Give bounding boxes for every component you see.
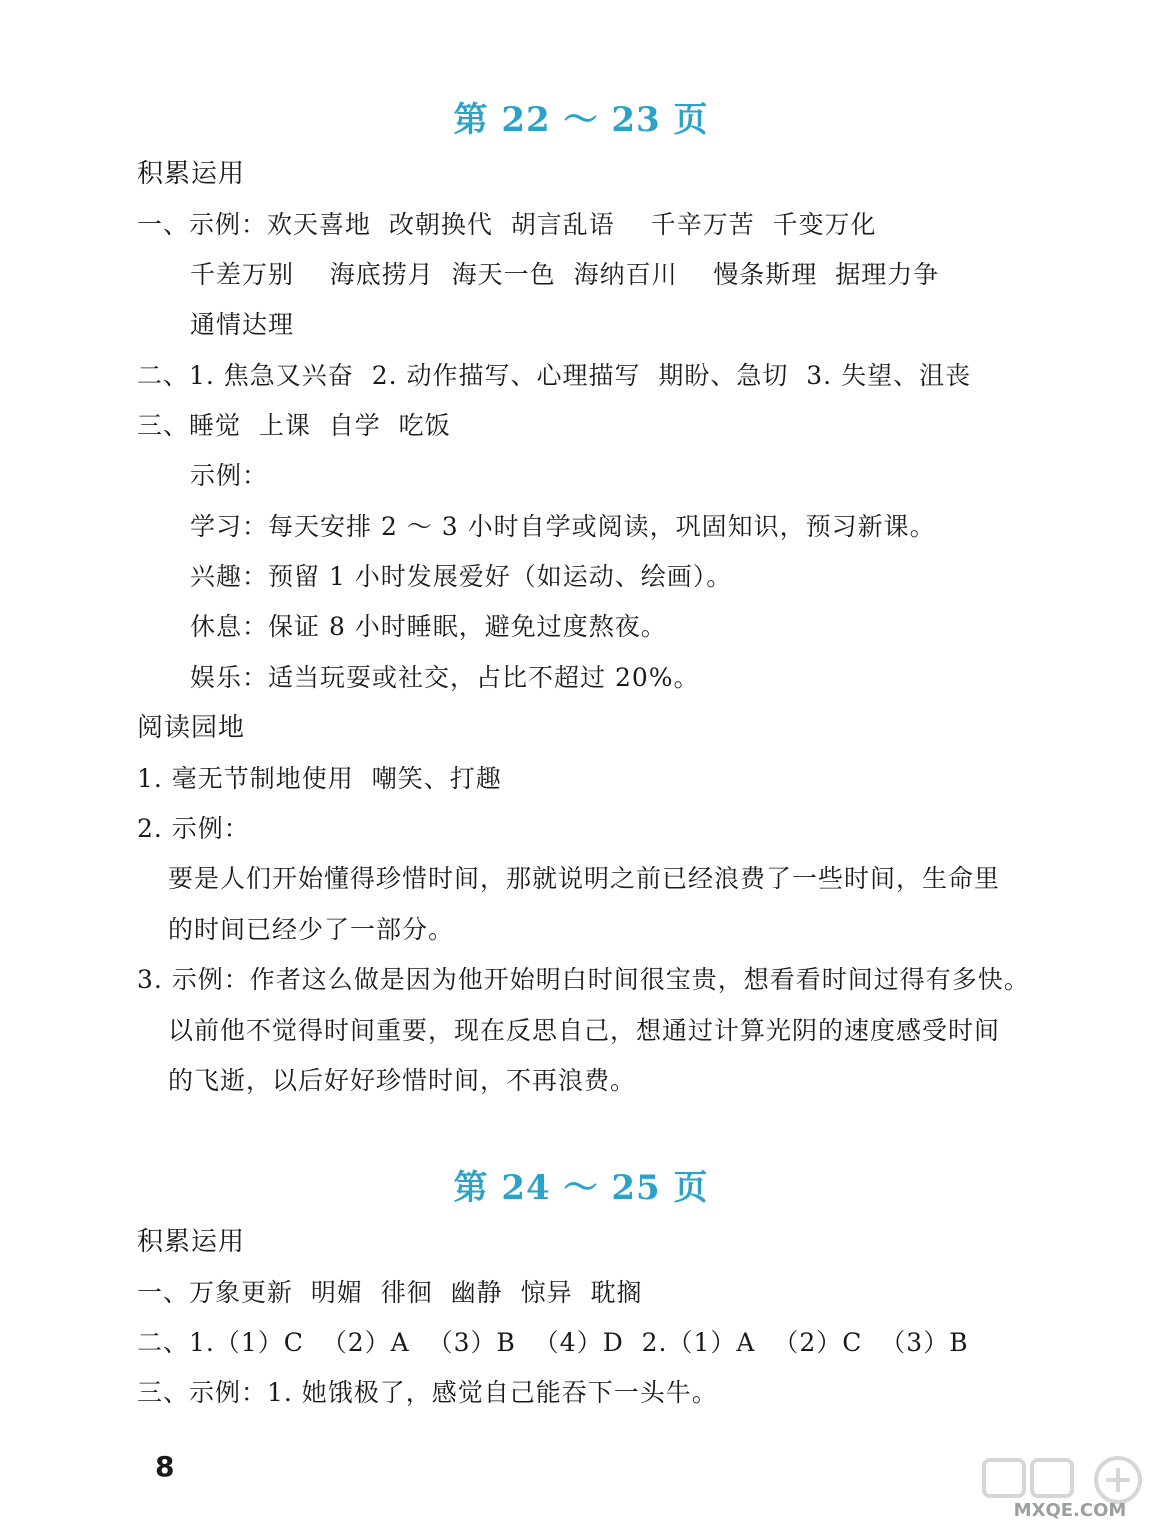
answer-line: 示例：: [190, 461, 269, 490]
reading-line: 要是人们开始懂得珍惜时间，那就说明之前已经浪费了一些时间，生命里: [168, 864, 1001, 893]
answer-line: 三、睡觉 上课 自学 吃饭: [137, 411, 451, 440]
heading-accumulation-2: 积累运用: [137, 1227, 246, 1257]
watermark-text: MXQE.COM: [1013, 1500, 1127, 1521]
answer-line: 娱乐：适当玩耍或社交，占比不超过 20%。: [190, 663, 700, 692]
section-title-22-23: 第 22 ～ 23 页: [453, 100, 709, 140]
answer-line: 一、万象更新 明媚 徘徊 幽静 惊异 耽搁: [137, 1278, 643, 1307]
answer-line: 兴趣：预留 1 小时发展爱好（如运动、绘画）。: [190, 562, 733, 591]
reading-line: 3. 示例：作者这么做是因为他开始明白时间很宝贵，想看看时间过得有多快。: [137, 965, 1030, 994]
answer-line: 千差万别 海底捞月 海天一色 海纳百川 慢条斯理 据理力争: [190, 260, 940, 289]
answer-line: 通情达理: [190, 310, 295, 339]
answer-line: 三、示例：1. 她饿极了，感觉自己能吞下一头牛。: [137, 1378, 718, 1407]
answer-line: 二、1.（1）C （2）A （3）B （4）D 2.（1）A （2）C （3）B: [137, 1328, 969, 1357]
heading-accumulation: 积累运用: [137, 159, 246, 189]
section-title-24-25: 第 24 ～ 25 页: [453, 1168, 709, 1208]
reading-line: 1. 毫无节制地使用 嘲笑、打趣: [137, 764, 502, 793]
reading-line: 2. 示例：: [137, 814, 250, 843]
reading-line: 的飞逝，以后好好珍惜时间，不再浪费。: [168, 1066, 637, 1095]
answer-line: 学习：每天安排 2 ～ 3 小时自学或阅读，巩固知识，预习新课。: [190, 512, 936, 541]
answer-line: 一、示例：欢天喜地 改朝换代 胡言乱语 千辛万苦 千变万化: [137, 210, 877, 239]
answer-line: 二、1. 焦急又兴奋 2. 动作描写、心理描写 期盼、急切 3. 失望、沮丧: [137, 361, 972, 390]
heading-reading: 阅读园地: [137, 713, 246, 743]
reading-line: 以前他不觉得时间重要，现在反思自己，想通过计算光阴的速度感受时间: [168, 1016, 1001, 1045]
page-number: 8: [155, 1450, 175, 1483]
reading-line: 的时间已经少了一部分。: [168, 915, 455, 944]
answer-line: 休息：保证 8 小时睡眠，避免过度熬夜。: [190, 612, 667, 641]
